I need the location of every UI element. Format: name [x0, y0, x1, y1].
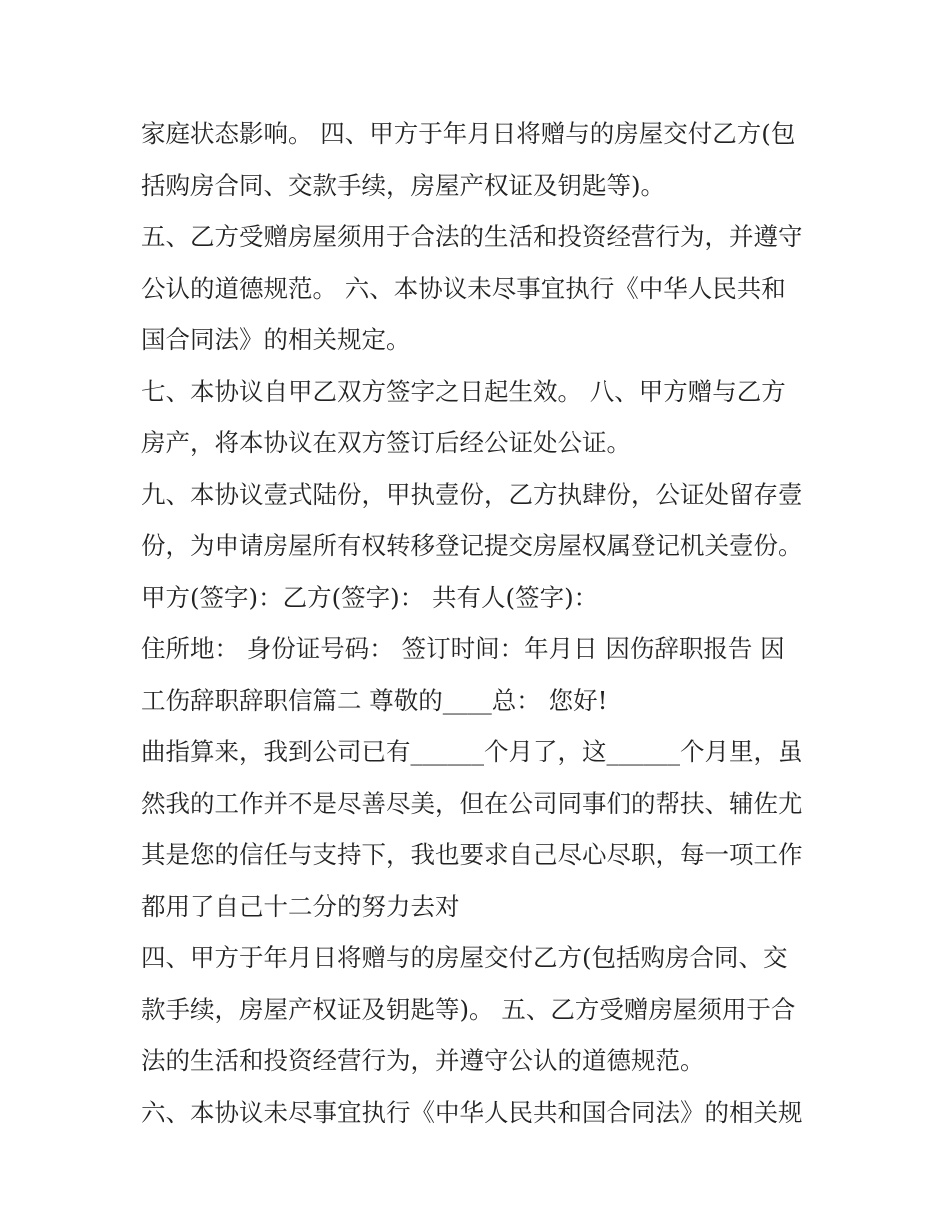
text-line: 六、本协议未尽事宜执行《中华人民共和国合同法》的相关规 — [141, 1097, 803, 1127]
text-line: 四、甲方于年月日将赠与的房屋交付乙方(包括购房合同、交 — [141, 943, 788, 972]
text-line: 然我的工作并不是尽善尽美，但在公司同事们的帮扶、辅佐尤 — [141, 788, 803, 818]
text-line: 五、乙方受赠房屋须用于合法的生活和投资经营行为，并遵守 — [141, 222, 803, 251]
text-line: 法的生活和投资经营行为，并遵守公认的道德规范。 — [141, 1046, 705, 1075]
text-line: 甲方(签字)：乙方(签字)： 共有人(签字)： — [141, 582, 599, 612]
text-line: 款手续，房屋产权证及钥匙等)。 五、乙方受赠房屋须用于合 — [141, 994, 796, 1024]
text-line: 括购房合同、交款手续，房屋产权证及钥匙等)。 — [141, 170, 666, 200]
text-line: 房产，将本协议在双方签订后经公证处公证。 — [141, 428, 631, 457]
text-line: 国合同法》的相关规定。 — [141, 325, 411, 354]
text-line: 住所地： 身份证号码： 签订时间：年月日 因伤辞职报告 因 — [141, 634, 785, 663]
text-line: 其是您的信任与支持下，我也要求自己尽心尽职，每一项工作 — [141, 840, 803, 869]
text-line: 公认的道德规范。 六、本协议未尽事宜执行《中华人民共和 — [141, 273, 786, 303]
text-line: 九、本协议壹式陆份，甲执壹份，乙方执肆份，公证处留存壹 — [141, 479, 803, 509]
text-line: 工伤辞职辞职信篇二 尊敬的____总： 您好! — [141, 685, 608, 715]
text-line: 份，为申请房屋所有权转移登记提交房屋权属登记机关壹份。 — [141, 531, 803, 560]
text-line: 家庭状态影响。 四、甲方于年月日将赠与的房屋交付乙方(包 — [141, 119, 796, 148]
text-line: 曲指算来，我到公司已有______个月了，这______个月里，虽 — [141, 737, 803, 766]
text-line: 七、本协议自甲乙双方签字之日起生效。 八、甲方赠与乙方 — [141, 376, 786, 406]
document-body — [141, 108, 821, 1138]
text-line: 都用了自己十二分的努力去对 — [141, 891, 460, 921]
